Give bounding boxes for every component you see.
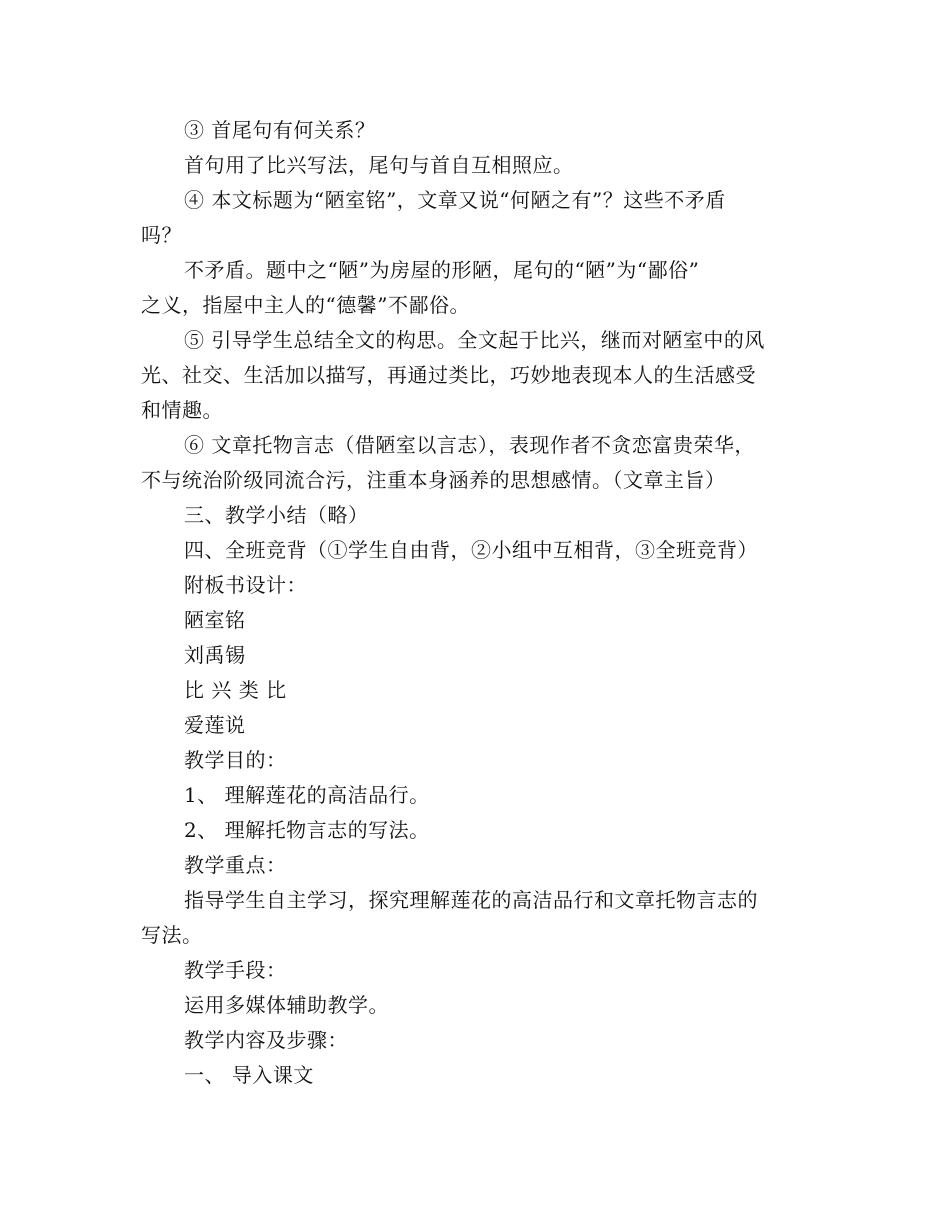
document-line: 不矛盾。题中之“陋”为房屋的形陋，尾句的“陋”为“鄙俗” bbox=[184, 258, 700, 282]
document-line: 教学手段： bbox=[184, 958, 287, 982]
document-line: 三、教学小结（略） bbox=[184, 503, 369, 527]
document-line: 1、 理解莲花的高洁品行。 bbox=[184, 783, 430, 807]
document-line: 首句用了比兴写法，尾句与首自互相照应。 bbox=[184, 153, 574, 177]
document-line: 教学内容及步骤： bbox=[184, 1028, 348, 1052]
document-line: 吗？ bbox=[141, 223, 182, 247]
document-line: 一、 导入课文 bbox=[184, 1063, 314, 1087]
document-line: 写法。 bbox=[141, 923, 203, 947]
document-line: ④ 本文标题为“陋室铭”，文章又说“何陋之有”？这些不矛盾 bbox=[184, 188, 726, 212]
document-line: 教学重点： bbox=[184, 853, 287, 877]
document-line: 指导学生自主学习，探究理解莲花的高洁品行和文章托物言志的 bbox=[184, 888, 758, 912]
document-line: 爱莲说 bbox=[184, 713, 246, 737]
document-line: ⑤ 引导学生总结全文的构思。全文起于比兴，继而对陋室中的风 bbox=[184, 328, 765, 352]
document-body bbox=[141, 113, 813, 1093]
document-line: 和情趣。 bbox=[141, 398, 223, 422]
document-line: ③ 首尾句有何关系？ bbox=[184, 118, 376, 142]
document-line: 不与统治阶级同流合污，注重本身涵养的思想感情。（文章主旨） bbox=[141, 468, 726, 492]
document-line: 之义，指屋中主人的“德馨”不鄙俗。 bbox=[141, 293, 470, 317]
document-line: ⑥ 文章托物言志（借陋室以言志），表现作者不贪恋富贵荣华， bbox=[184, 433, 755, 457]
document-line: 运用多媒体辅助教学。 bbox=[184, 993, 389, 1017]
document-line: 光、社交、生活加以描写，再通过类比，巧妙地表现本人的生活感受 bbox=[141, 363, 756, 387]
document-line: 2、 理解托物言志的写法。 bbox=[184, 818, 430, 842]
document-line: 四、全班竞背（①学生自由背，②小组中互相背，③全班竞背） bbox=[184, 538, 758, 562]
document-line: 陋室铭 bbox=[184, 608, 246, 632]
document-line: 附板书设计： bbox=[184, 573, 307, 597]
document-line: 比 兴 类 比 bbox=[184, 678, 287, 702]
document-line: 教学目的： bbox=[184, 748, 287, 772]
document-line: 刘禹锡 bbox=[184, 643, 246, 667]
